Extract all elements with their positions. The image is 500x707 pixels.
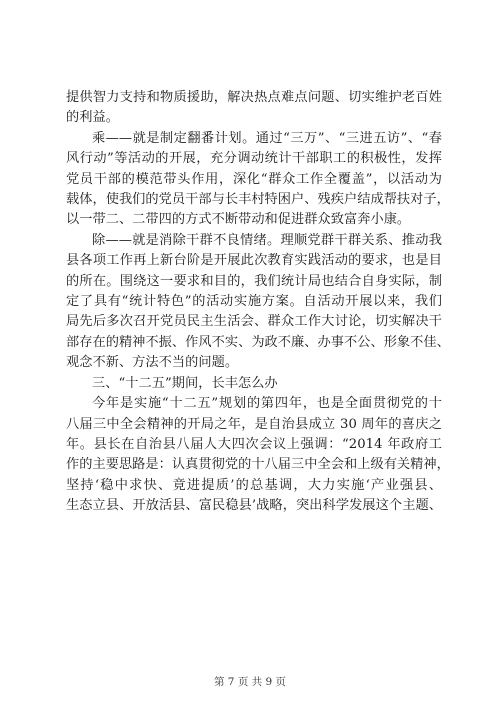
text-line: 以一带二、二带四的方式不断带动和促进群众致富奔小康。 xyxy=(66,212,411,228)
text-line: 局先后多次召开党员民主生活会、群众工作大讨论，切实解决干 xyxy=(66,314,442,330)
text-line: 坚持‘稳中求快、竟进提质’的总基调，大力实施‘产业强县、 xyxy=(66,477,442,493)
text-line: 载体，使我们的党员干部与长丰村特困户、残疾户结成帮扶对子， xyxy=(66,192,450,208)
section-heading-text: 三、“十二五”期间，长丰怎么办 xyxy=(92,375,278,391)
text-line: 提供智力支持和物质援助，解决热点难点问题、切实维护老百姓 xyxy=(66,90,442,105)
text-line: 风行动”等活动的开展，充分调动统计干部职工的积极性，发挥 xyxy=(66,151,442,167)
text-line: 的所在。围绕这一要求和目的，我们统计局也结合自身实际，制 xyxy=(66,273,442,289)
text-line: 乘——就是制定翻番计划。通过“三万”、“三进五访”、“春 xyxy=(92,130,442,146)
text-line: 的利益。 xyxy=(66,110,119,126)
text-line: 八届三中全会精神的开局之年，是自治县成立 30 周年的喜庆之 xyxy=(66,416,442,432)
text-line: 年。县长在自治县八届人大四次会议上强调：“2014 年政府工 xyxy=(66,436,442,452)
document-page xyxy=(66,88,450,517)
section-heading xyxy=(66,374,442,394)
paragraph-cheng xyxy=(66,129,450,231)
paragraph-plan xyxy=(66,394,450,516)
paragraph-continued xyxy=(66,88,442,129)
text-line: 作的主要思路是：认真贯彻党的十八届三中全会和上级有关精神， xyxy=(66,457,450,473)
text-line: 观念不新、方法不当的问题。 xyxy=(66,355,239,371)
text-line: 定了具有“统计特色”的活动实施方案。自活动开展以来，我们 xyxy=(66,294,442,310)
text-line: 今年是实施“十二五”规划的第四年，也是全面贯彻党的十 xyxy=(92,396,442,412)
text-line: 部存在的精神不振、作风不实、为政不廉、办事不公、形象不佳、 xyxy=(66,334,450,350)
text-line: 党员干部的模范带头作用，深化“群众工作全覆盖”，以活动为 xyxy=(66,171,442,187)
text-line: 除——就是消除干群不良情绪。理顺党群干群关系、推动我 xyxy=(92,232,442,248)
text-line: 县各项工作再上新台阶是开展此次教育实践活动的要求，也是目 xyxy=(66,253,442,269)
paragraph-chu xyxy=(66,231,450,374)
page-number: 第 7 页 共 9 页 xyxy=(213,676,287,688)
page-footer xyxy=(0,675,500,689)
text-line: 生态立县、开放活县、富民稳县’战略，突出科学发展这个主题、 xyxy=(66,498,442,514)
